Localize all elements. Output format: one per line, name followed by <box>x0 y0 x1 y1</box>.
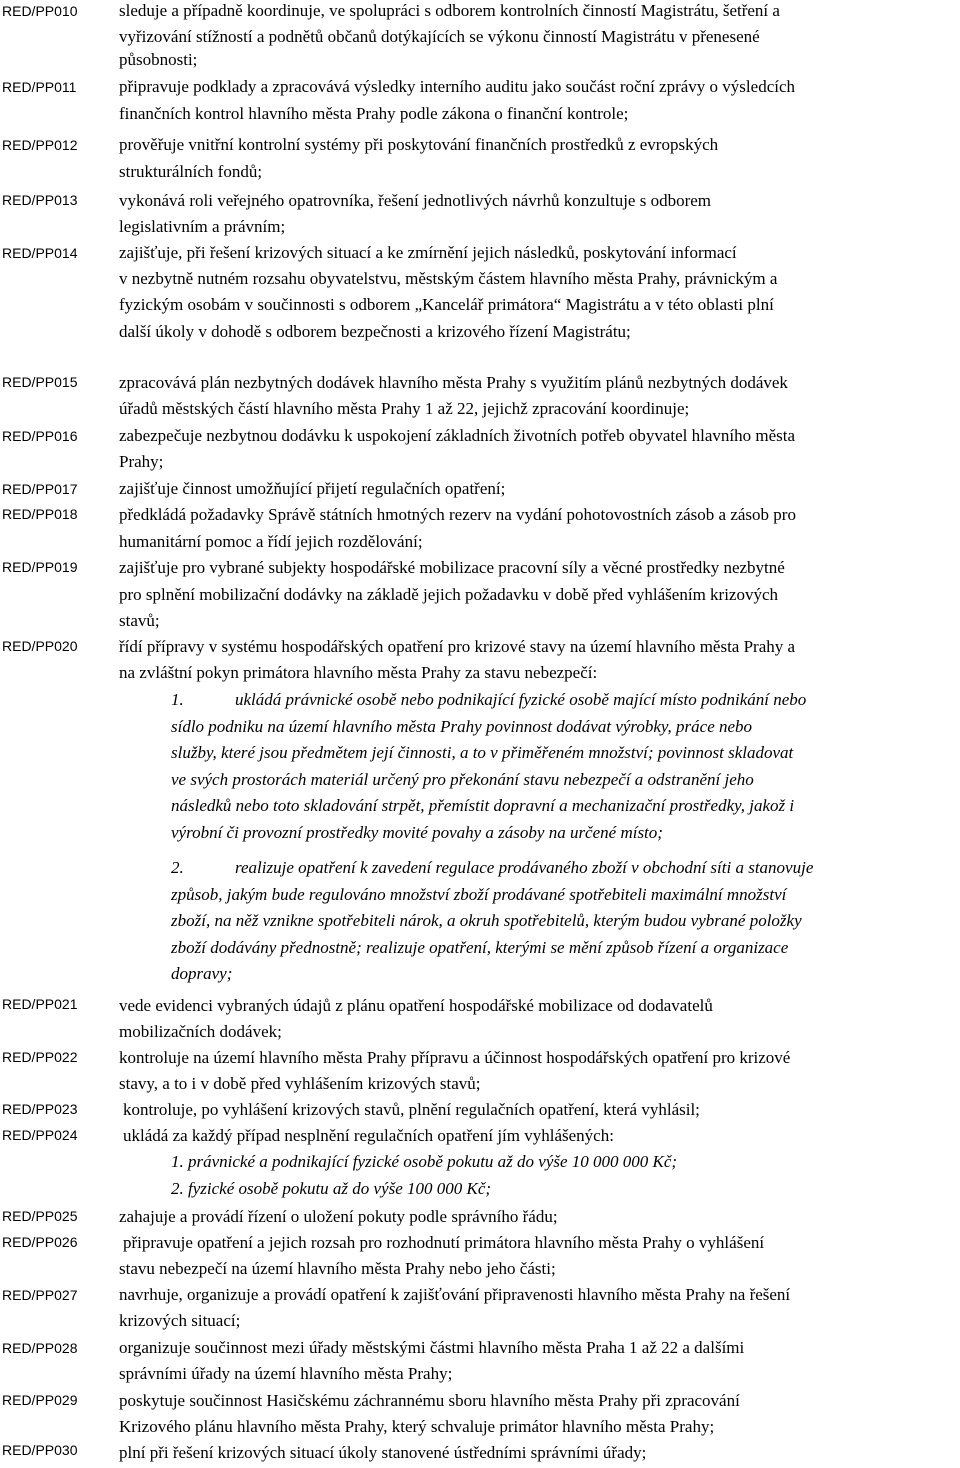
text-line: realizuje opatření k zavedení regulace prodávaného zboží v obchodní síti a stanovuje <box>235 858 814 877</box>
record-code: RED/PP022 <box>2 1049 78 1065</box>
text-line: navrhuje, organizuje a provádí opatření k zajišťování připravenosti hlavního města Prahy na řešení <box>119 1285 791 1304</box>
text-line: stavy, a to i v době před vyhlášením krizových stavů; <box>119 1074 481 1093</box>
text-line: zpracovává plán nezbytných dodávek hlavního města Prahy s využitím plánů nezbytných dodávek <box>119 373 788 392</box>
text-line: 2. fyzické osobě pokutu až do výše 100 000 Kč; <box>171 1179 492 1198</box>
text-line: výrobní či provozní prostředky movité povahy a zásoby na určené místo; <box>171 823 663 842</box>
text-line: připravuje opatření a jejich rozsah pro rozhodnutí primátora hlavního města Prahy o vyhlášení <box>123 1233 765 1252</box>
text-line: krizových situací; <box>119 1311 241 1330</box>
text-line: plní při řešení krizových situací úkoly stanovené ústředními správními úřady; <box>119 1443 647 1462</box>
text-line: služby, které jsou předmětem její činnosti, a to v přiměřeném množství; povinnost skladovat <box>171 743 794 762</box>
item-number: 2. <box>171 858 184 877</box>
record-code: RED/PP021 <box>2 996 78 1012</box>
text-line: v nezbytně nutném rozsahu obyvatelstvu, městským částem hlavního města Prahy, právnickým a <box>119 269 778 288</box>
text-line: úřadů městských částí hlavního města Prahy 1 až 22, jejichž zpracování koordinuje; <box>119 399 690 418</box>
text-line: kontroluje na území hlavního města Prahy přípravu a účinnost hospodářských opatření pro krizové <box>119 1048 791 1067</box>
text-line: řídí přípravy v systému hospodářských opatření pro krizové stavy na území hlavního města Prahy a <box>119 637 796 656</box>
text-line: ukládá právnické osobě nebo podnikající fyzické osobě mající místo podnikání nebo <box>235 690 807 709</box>
text-line: strukturálních fondů; <box>119 162 263 181</box>
text-line: dopravy; <box>171 964 233 983</box>
text-line: 1. právnické a podnikající fyzické osobě pokutu až do výše 10 000 000 Kč; <box>171 1152 678 1171</box>
record-code: RED/PP018 <box>2 506 78 522</box>
record-code: RED/PP011 <box>2 79 77 95</box>
record-code: RED/PP023 <box>2 1101 78 1117</box>
record-code: RED/PP026 <box>2 1234 78 1250</box>
record-code: RED/PP014 <box>2 245 78 261</box>
item-number: 1. <box>171 690 184 709</box>
text-line: Krizového plánu hlavního města Prahy, který schvaluje primátor hlavního města Prahy; <box>119 1417 715 1436</box>
text-line: správními úřady na území hlavního města Prahy; <box>119 1364 453 1383</box>
text-line: sleduje a případně koordinuje, ve spolupráci s odborem kontrolních činností Magistrátu, šetření a <box>119 1 780 20</box>
text-line: zboží, na něž vznikne spotřebiteli nárok, a okruh spotřebitelů, kterým budou vybrané položky <box>171 911 802 930</box>
text-line: kontroluje, po vyhlášení krizových stavů, plnění regulačních opatření, která vyhlásil; <box>123 1100 700 1119</box>
record-code: RED/PP027 <box>2 1287 78 1303</box>
text-line: ve svých prostorách materiál určený pro překonání stavu nebezpečí a odstranění jeho <box>171 770 754 789</box>
record-code: RED/PP024 <box>2 1127 78 1143</box>
text-line: zahajuje a provádí řízení o uložení pokuty podle správního řádu; <box>119 1207 558 1226</box>
record-code: RED/PP016 <box>2 428 78 444</box>
text-line: organizuje součinnost mezi úřady městskými částmi hlavního města Praha 1 až 22 a dalšími <box>119 1338 745 1357</box>
text-line: na zvláštní pokyn primátora hlavního města Prahy za stavu nebezpečí: <box>119 663 598 682</box>
text-line: mobilizačních dodávek; <box>119 1022 282 1041</box>
text-line: sídlo podniku na území hlavního města Prahy povinnost dodávat výrobky, práce nebo <box>171 717 753 736</box>
text-line: předkládá požadavky Správě státních hmotných rezerv na vydání pohotovostních zásob a zásob pro <box>119 505 796 524</box>
text-line: zajišťuje, při řešení krizových situací a ke zmírnění jejich následků, poskytování informací <box>119 243 737 262</box>
text-line: následků nebo toto skladování strpět, přemístit dopravní a mechanizační prostředky, jakož i <box>171 796 795 815</box>
numbered-item <box>171 689 806 711</box>
record-code: RED/PP010 <box>2 3 78 19</box>
record-code: RED/PP013 <box>2 192 78 208</box>
text-line: fyzickým osobám v součinnosti s odborem „Kancelář primátora“ Magistrátu a v této oblasti plní <box>119 295 774 314</box>
record-code: RED/PP019 <box>2 559 78 575</box>
text-line: finančních kontrol hlavního města Prahy podle zákona o finanční kontrole; <box>119 104 629 123</box>
text-line: zajišťuje pro vybrané subjekty hospodářské mobilizace pracovní síly a věcné prostředky nezbytné <box>119 558 785 577</box>
text-line: působnosti; <box>119 50 198 69</box>
text-line: ukládá za každý případ nesplnění regulačních opatření jím vyhlášených: <box>123 1126 614 1145</box>
text-line: stavu nebezpečí na území hlavního města Prahy nebo jeho části; <box>119 1259 556 1278</box>
text-line: vyřizování stížností a podnětů občanů dotýkajících se výkonu činností Magistrátu v přenesené <box>119 27 760 46</box>
text-line: prověřuje vnitřní kontrolní systémy při poskytování finančních prostředků z evropských <box>119 135 719 154</box>
text-line: humanitární pomoc a řídí jejich rozdělování; <box>119 532 423 551</box>
record-code: RED/PP017 <box>2 481 78 497</box>
record-code: RED/PP025 <box>2 1208 78 1224</box>
record-code: RED/PP028 <box>2 1340 78 1356</box>
text-line: další úkoly v dohodě s odborem bezpečnosti a krizového řízení Magistrátu; <box>119 322 631 341</box>
record-code: RED/PP015 <box>2 374 78 390</box>
text-line: připravuje podklady a zpracovává výsledky interního auditu jako součást roční zprávy o výsledcích <box>119 77 796 96</box>
text-line: zabezpečuje nezbytnou dodávku k uspokojení základních životních potřeb obyvatel hlavního města <box>119 426 796 445</box>
text-line: zajišťuje činnost umožňující přijetí regulačních opatření; <box>119 479 506 498</box>
text-line: legislativním a právním; <box>119 217 286 236</box>
record-code: RED/PP012 <box>2 137 78 153</box>
text-line: stavů; <box>119 611 160 630</box>
text-line: vede evidenci vybraných údajů z plánu opatření hospodářské mobilizace od dodavatelů <box>119 996 713 1015</box>
text-line: Prahy; <box>119 452 164 471</box>
text-line: zboží dodávány přednostně; realizuje opatření, kterými se mění způsob řízení a organizace <box>171 938 789 957</box>
text-line: vykonává roli veřejného opatrovníka, řešení jednotlivých návrhů konzultuje s odborem <box>119 191 712 210</box>
record-code: RED/PP029 <box>2 1392 78 1408</box>
text-line: pro splnění mobilizační dodávky na základě jejich požadavku v době před vyhlášením krizových <box>119 585 779 604</box>
text-line: způsob, jakým bude regulováno množství zboží prodávané spotřebiteli maximální množství <box>171 885 787 904</box>
text-line: poskytuje součinnost Hasičskému záchrannému sboru hlavního města Prahy při zpracování <box>119 1391 740 1410</box>
numbered-item <box>171 857 813 879</box>
record-code: RED/PP020 <box>2 638 78 654</box>
record-code: RED/PP030 <box>2 1442 78 1458</box>
